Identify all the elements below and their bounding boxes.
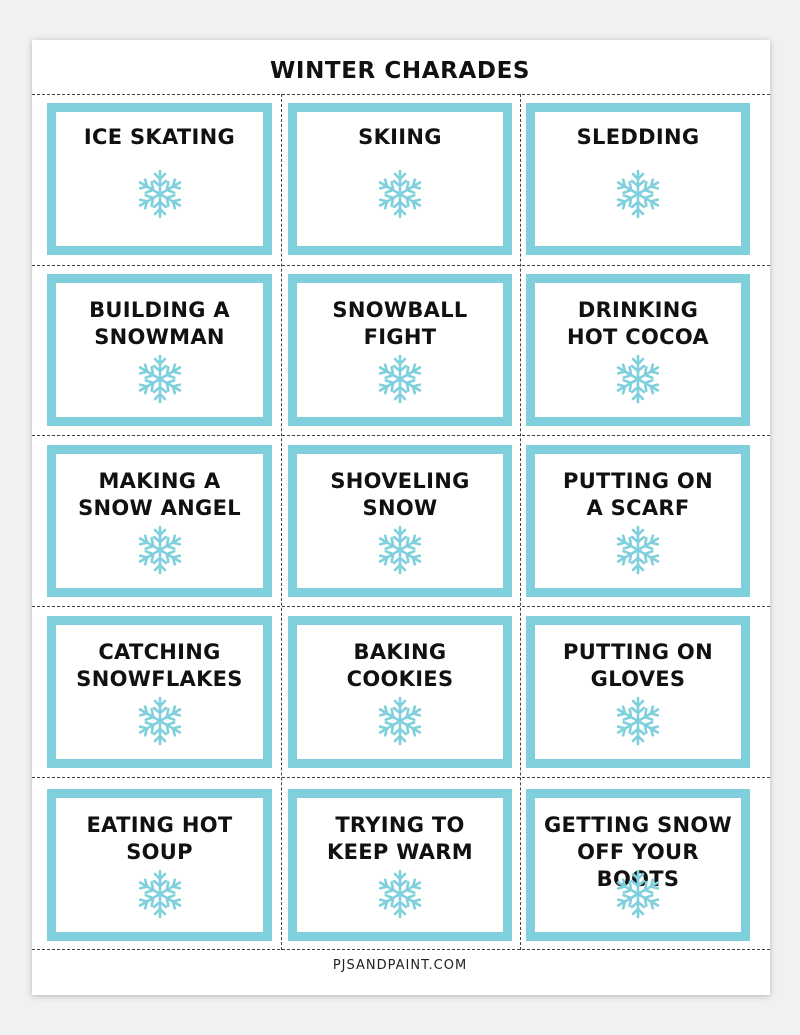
charade-card (288, 789, 512, 941)
snowflake-icon (612, 524, 664, 576)
cut-line (281, 94, 282, 950)
charade-card (526, 274, 750, 426)
charade-prompt: DRINKING HOT COCOA (567, 298, 709, 349)
charade-prompt: PUTTING ON A SCARF (563, 469, 713, 520)
charade-prompt: ICE SKATING (83, 125, 236, 149)
snowflake-icon (374, 168, 426, 220)
charade-prompt: GETTING SNOW OFF YOUR BOOTS (544, 813, 732, 891)
charade-card (526, 616, 750, 768)
snowflake-icon (134, 168, 186, 220)
page-title: WINTER CHARADES (269, 58, 531, 84)
charade-prompt: MAKING A SNOW ANGEL (78, 469, 241, 520)
cut-line (32, 949, 770, 950)
cut-line (32, 435, 770, 436)
cut-line (32, 265, 770, 266)
snowflake-icon (612, 168, 664, 220)
snowflake-icon (612, 353, 664, 405)
charade-prompt: SNOWBALL FIGHT (332, 298, 468, 349)
charade-card (288, 616, 512, 768)
charade-prompt: BAKING COOKIES (346, 640, 454, 691)
charade-card (526, 789, 750, 941)
snowflake-icon (134, 524, 186, 576)
snowflake-icon (374, 524, 426, 576)
charade-card (288, 274, 512, 426)
charade-prompt: SHOVELING SNOW (330, 469, 470, 520)
snowflake-icon (134, 695, 186, 747)
charade-card (47, 789, 272, 941)
charade-card (526, 103, 750, 255)
cut-line (520, 94, 521, 950)
charade-prompt: TRYING TO KEEP WARM (327, 813, 473, 864)
charade-card (47, 274, 272, 426)
charade-card (47, 616, 272, 768)
snowflake-icon (612, 868, 664, 920)
snowflake-icon (374, 868, 426, 920)
cut-line (32, 94, 770, 95)
charade-card (288, 103, 512, 255)
charade-prompt: SKIING (358, 125, 442, 149)
charade-prompt: EATING HOT SOUP (86, 813, 233, 864)
charade-prompt: CATCHING SNOWFLAKES (76, 640, 243, 691)
snowflake-icon (374, 353, 426, 405)
website-footer: PJSANDPAINT.COM (332, 958, 468, 973)
charade-prompt: SLEDDING (576, 125, 700, 149)
charade-prompt: BUILDING A SNOWMAN (89, 298, 230, 349)
charade-card (47, 445, 272, 597)
charade-prompt: PUTTING ON GLOVES (563, 640, 713, 691)
charade-card (47, 103, 272, 255)
charade-card (526, 445, 750, 597)
snowflake-icon (374, 695, 426, 747)
snowflake-icon (612, 695, 664, 747)
snowflake-icon (134, 353, 186, 405)
cut-line (32, 777, 770, 778)
snowflake-icon (134, 868, 186, 920)
cut-line (32, 606, 770, 607)
charade-card (288, 445, 512, 597)
